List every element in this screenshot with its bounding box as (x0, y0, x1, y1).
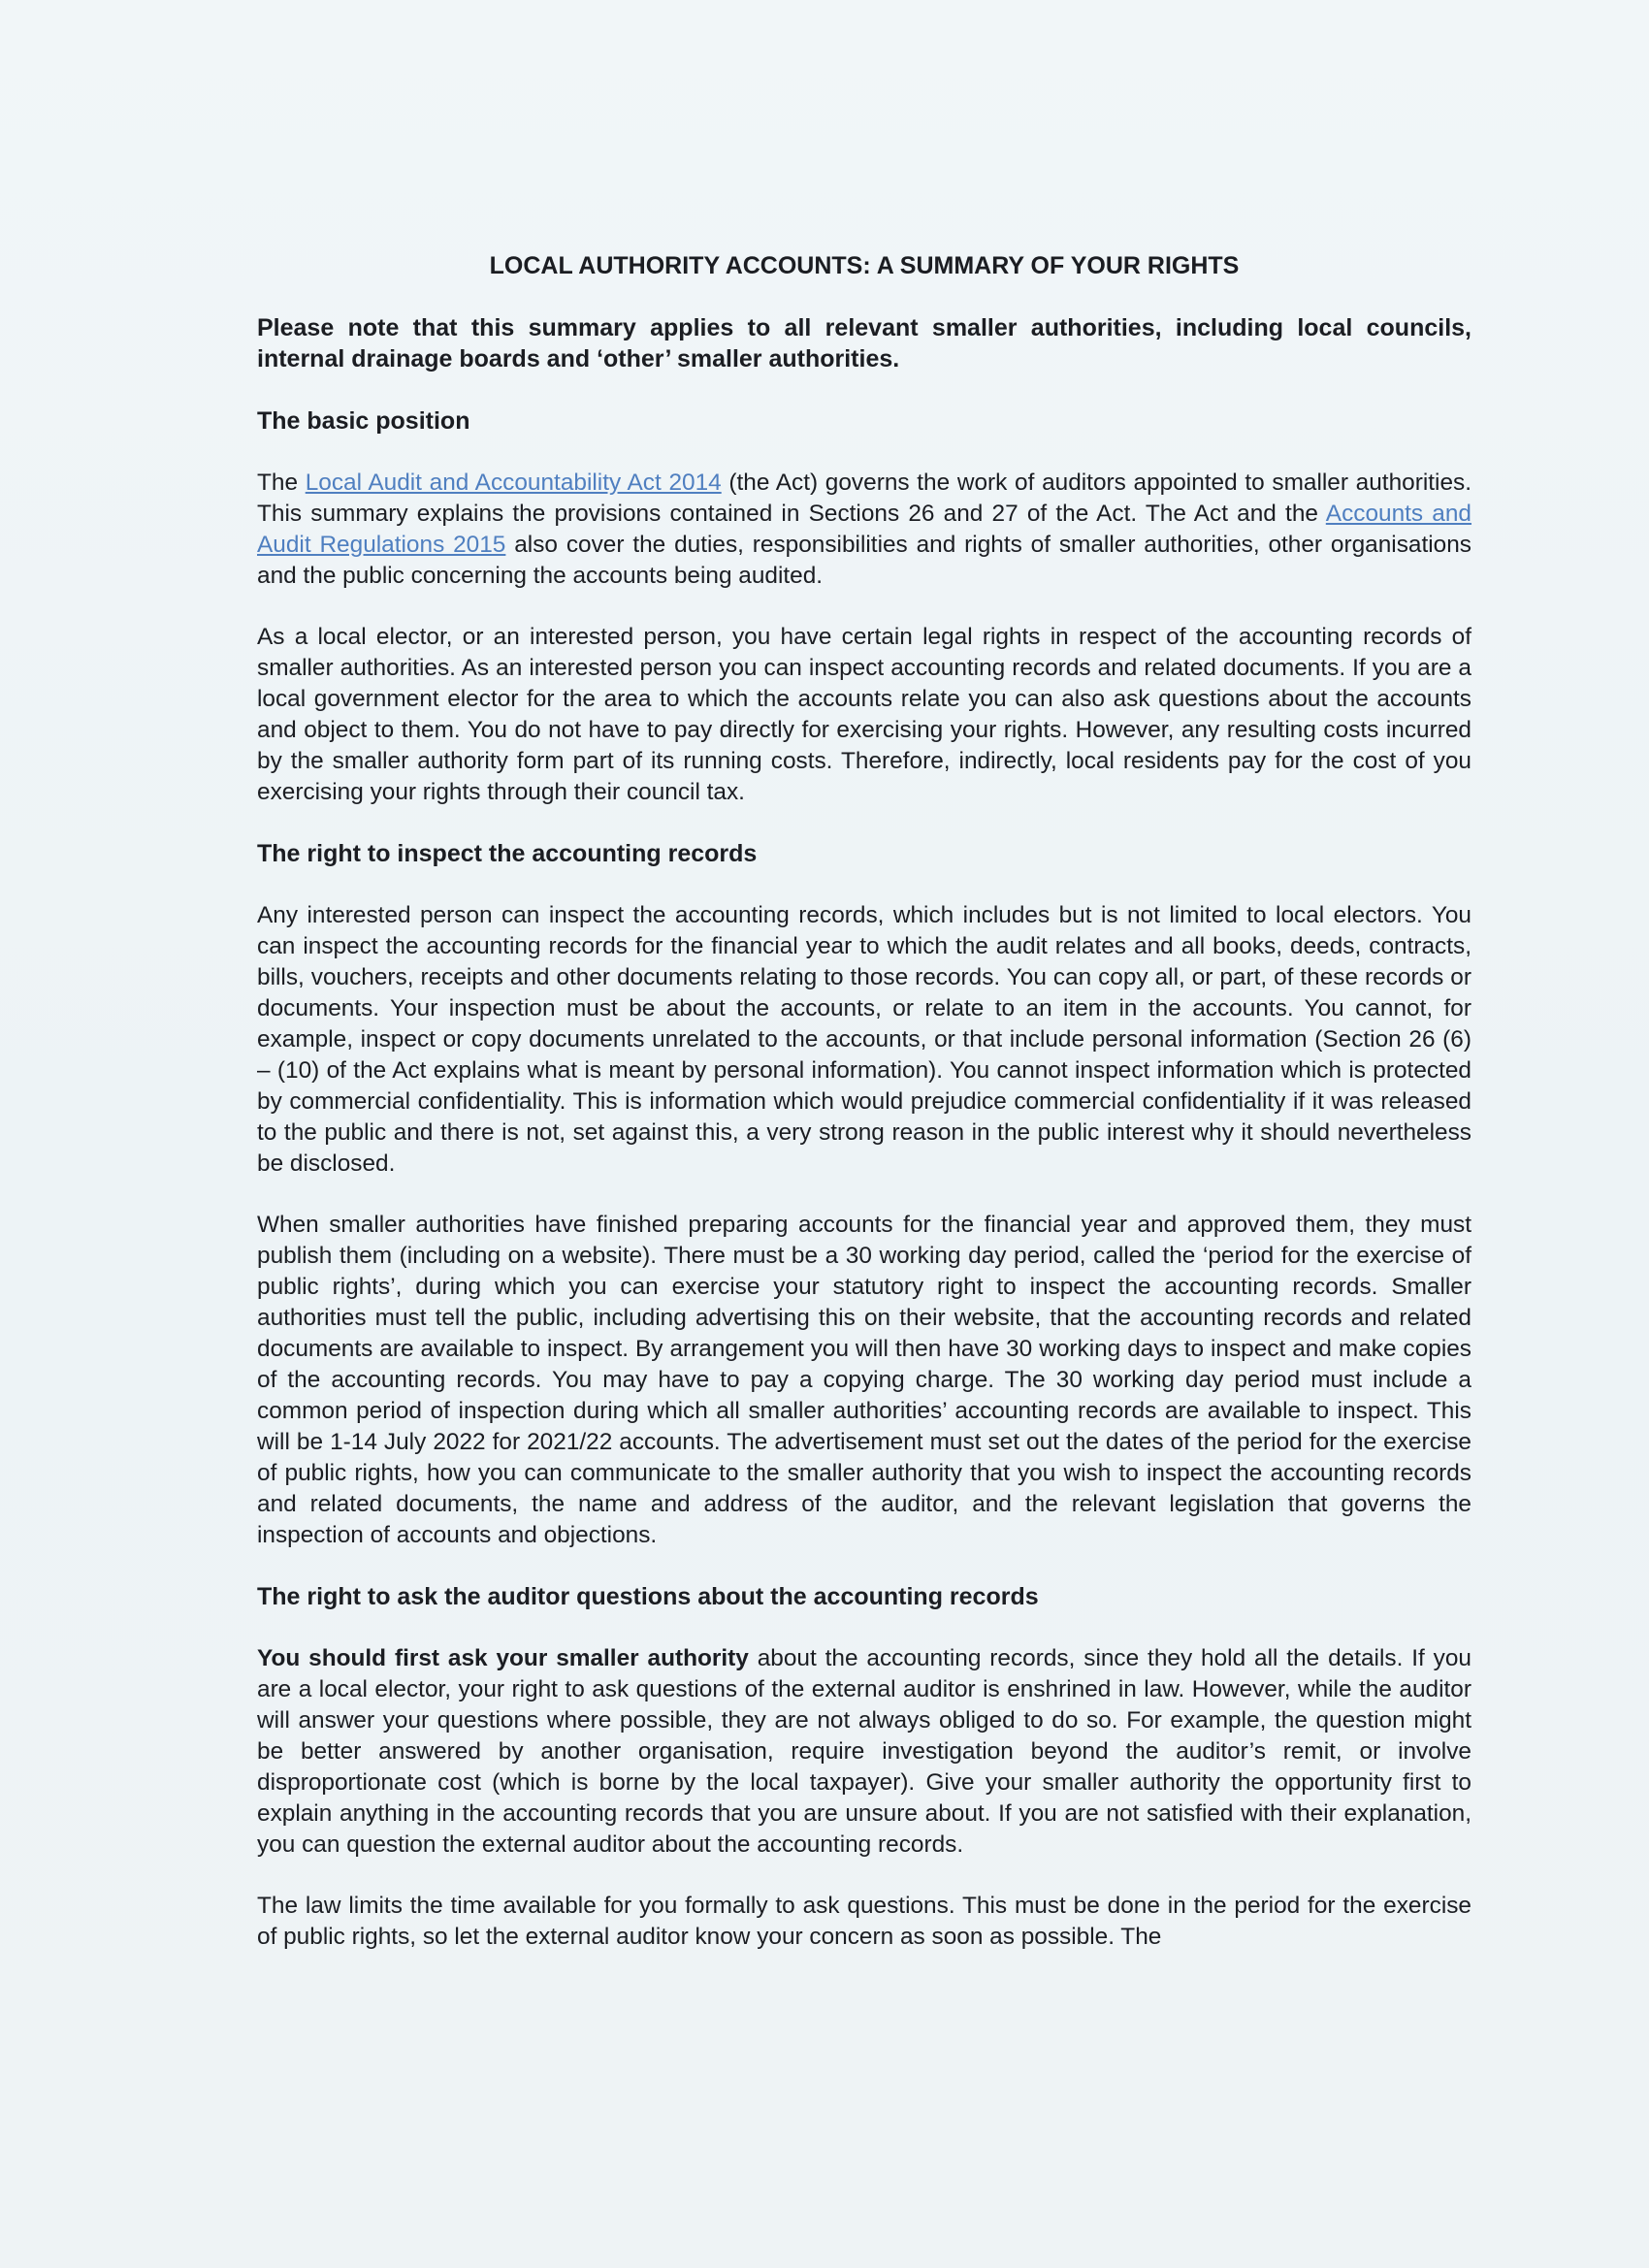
link-accounts-audit-regulations[interactable]: Accounts and Audit Regulations 2015 (257, 501, 1472, 558)
text-segment: also cover the duties, responsibilities and rights of smaller authorities, other organisations and the public concerning the accounts being audited. (257, 532, 1471, 589)
text-segment: (the Act) governs the work of auditors appointed to smaller authorities. This summary explains the provisions contained in Sections 26 and 27 of the Act. The Act and the (257, 470, 1471, 527)
paragraph-basic-position-2: As a local elector, or an interested person, you have certain legal rights in respect of the accounting records of smaller authorities. As an interested person you can inspect accounting records and related documents. If you are a local government elector for the area to which the accounts relate you can also ask questions about the accounts and object to them. You do not have to pay directly for exercising your rights. However, any resulting costs incurred by the smaller authority form part of its running costs. Therefore, indirectly, local residents pay for the cost of you exercising your rights through their council tax. (257, 624, 1471, 805)
paragraph-inspect-1: Any interested person can inspect the accounting records, which includes but is not limited to local electors. You can inspect the accounting records for the financial year to which the audit relates and all books, deeds, contracts, bills, vouchers, receipts and other documents relating to those records. You can copy all, or part, of these records or documents. Your inspection must be about the accounts, or relate to an item in the accounts. You cannot, for example, inspect or copy documents unrelated to the accounts, or that include personal information (Section 26 (6) – (10) of the Act explains what is meant by personal information). You cannot inspect information which is protected by commercial confidentiality. This is information which would prejudice commercial confidentiality if it was released to the public and there is not, set against this, a very strong reason in the public interest why it should nevertheless be disclosed. (257, 902, 1471, 1177)
document-body (257, 250, 1471, 1983)
paragraph-questions-1 (257, 1643, 1471, 1861)
paragraph-questions-2: The law limits the time available for you formally to ask questions. This must be done in the period for the exercise of public rights, so let the external auditor know your concern as soon as possible. The (257, 1893, 1471, 1950)
document-title: LOCAL AUTHORITY ACCOUNTS: A SUMMARY OF YOUR RIGHTS (489, 252, 1240, 279)
paragraph-inspect-2: When smaller authorities have finished preparing accounts for the financial year and approved them, they must publish them (including on a website). There must be a 30 working day period, called the ‘period for the exercise of public rights’, during which you can exercise your statutory right to inspect the accounting records. Smaller authorities must tell the public, including advertising this on their website, that the accounting records and related documents are available to inspect. By arrangement you will then have 30 working days to inspect and make copies of the accounting records. You may have to pay a copying charge. The 30 working day period must include a common period of inspection during which all smaller authorities’ accounting records are available to inspect. This will be 1-14 July 2022 for 2021/22 accounts. The advertisement must set out the dates of the period for the exercise of public rights, how you can communicate to the smaller authority that you wish to inspect the accounting records and related documents, the name and address of the auditor, and the relevant legislation that governs the inspection of accounts and objections. (257, 1212, 1471, 1548)
bold-lead-text: You should first ask your smaller authority (257, 1645, 749, 1671)
heading-right-to-inspect: The right to inspect the accounting records (257, 840, 758, 867)
paragraph-basic-position-1 (257, 468, 1471, 592)
heading-right-to-ask-questions: The right to ask the auditor questions about the accounting records (257, 1583, 1039, 1610)
intro-note: Please note that this summary applies to all relevant smaller authorities, including local councils, internal drainage boards and ‘other’ smaller authorities. (257, 314, 1471, 373)
text-segment: about the accounting records, since they hold all the details. If you are a local elector, your right to ask questions of the external auditor is enshrined in law. However, while the auditor will answer your questions where possible, they are not always obliged to do so. For example, the question might be better answered by another organisation, require investigation beyond the auditor’s remit, or involve disproportionate cost (which is borne by the local taxpayer). Give your smaller authority the opportunity first to explain anything in the accounting records that you are unsure about. If you are not satisfied with their explanation, you can question the external auditor about the accounting records. (257, 1645, 1471, 1858)
text-segment: The (257, 470, 306, 496)
heading-basic-position: The basic position (257, 407, 470, 435)
link-local-audit-act[interactable]: Local Audit and Accountability Act 2014 (305, 470, 722, 496)
